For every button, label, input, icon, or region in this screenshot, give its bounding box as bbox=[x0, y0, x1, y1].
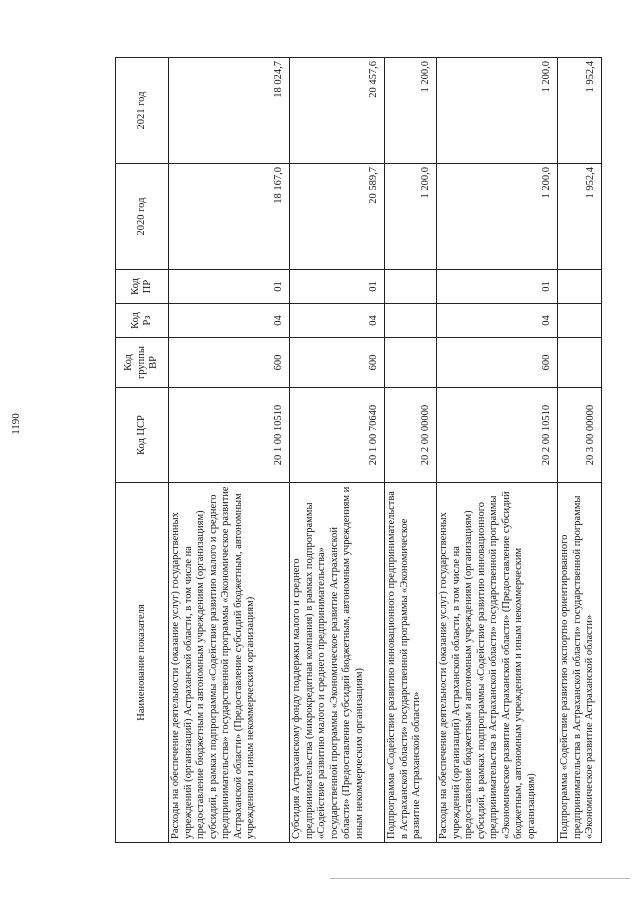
header-2020: 2020 год bbox=[116, 164, 169, 270]
table-row bbox=[169, 58, 290, 843]
row-csr: 20 2 00 10510 bbox=[437, 388, 558, 483]
scan-edge-line bbox=[330, 878, 630, 879]
row-pr bbox=[558, 270, 602, 304]
row-pr: 01 bbox=[437, 270, 558, 304]
row-2021: 20 457,6 bbox=[290, 58, 385, 164]
rotated-document bbox=[115, 58, 625, 843]
row-csr: 20 2 00 00000 bbox=[385, 388, 437, 483]
row-2021: 1 952,4 bbox=[558, 58, 602, 164]
row-vr bbox=[385, 338, 437, 388]
row-name: Подпрограмма «Содействие развитию инновационного предпринимательства в Астраханской области» государственной программы «Экономическое развитие Астраханской области» bbox=[385, 483, 437, 843]
header-pr: Код ПР bbox=[116, 270, 169, 304]
header-csr: Код ЦСР bbox=[116, 388, 169, 483]
row-2021: 18 024,7 bbox=[169, 58, 290, 164]
row-name: Подпрограмма «Содействие развитию экспортно ориентированного предпринимательства в Астраханской области» государственной программы «Экономическое развитие Астраханской области» bbox=[558, 483, 602, 843]
table-row bbox=[437, 58, 558, 843]
header-2021: 2021 год bbox=[116, 58, 169, 164]
row-name: Субсидия Астраханскому фонду поддержки малого и среднего предпринимательства (микрокредитная компания) в рамках подпрограммы «Содействие развитию малого и среднего предпринимательства» государственной программы «Экономическое развитие Астраханской области» (Предоставление субсидий бюджетным, автономным учреждениям и иным некоммерческим организациям) bbox=[290, 483, 385, 843]
row-name: Расходы на обеспечение деятельности (оказание услуг) государственных учреждений (организаций) Астраханской области, в том числе на предоставление бюджетным и автономным учреждениям (организациям) субсидий, в рамках подпрограммы «Содействие развитию малого и среднего предпринимательства» государственной программы «Экономическое развитие Астраханской области» (Предоставление субсидий бюджетным, автономным учреждениям и иным некоммерческим организациям) bbox=[169, 483, 290, 843]
row-csr: 20 1 00 10510 bbox=[169, 388, 290, 483]
table-row bbox=[290, 58, 385, 843]
header-vr: Код группы ВР bbox=[116, 338, 169, 388]
row-rz: 04 bbox=[290, 304, 385, 338]
page-number: 1190 bbox=[10, 413, 22, 435]
table-row bbox=[385, 58, 437, 843]
row-csr: 20 3 00 00000 bbox=[558, 388, 602, 483]
row-rz bbox=[385, 304, 437, 338]
row-pr: 01 bbox=[290, 270, 385, 304]
row-csr: 20 1 00 70640 bbox=[290, 388, 385, 483]
budget-table bbox=[115, 57, 602, 843]
row-2020: 18 167,0 bbox=[169, 164, 290, 270]
row-name: Расходы на обеспечение деятельности (оказание услуг) государственных учреждений (организаций) Астраханской области, в том числе на предоставление бюджетным и автономным учреждениям (организациям) субсидий, в рамках подпрограммы «Содействие развитию инновационного предпринимательства в Астраханской области» государственной программы «Экономическое развитие Астраханской области» (Предоставление субсидий бюджетным, автономным учреждениям и иным некоммерческим организациям) bbox=[437, 483, 558, 843]
table-header-row bbox=[116, 58, 169, 843]
row-vr: 600 bbox=[290, 338, 385, 388]
row-2021: 1 200,0 bbox=[385, 58, 437, 164]
row-2020: 1 200,0 bbox=[385, 164, 437, 270]
header-name: Наименование показателя bbox=[116, 483, 169, 843]
row-2020: 20 589,7 bbox=[290, 164, 385, 270]
row-rz bbox=[558, 304, 602, 338]
row-2021: 1 200,0 bbox=[437, 58, 558, 164]
row-vr: 600 bbox=[169, 338, 290, 388]
table-row bbox=[558, 58, 602, 843]
header-rz: Код Рз bbox=[116, 304, 169, 338]
row-vr bbox=[558, 338, 602, 388]
row-pr: 01 bbox=[169, 270, 290, 304]
row-2020: 1 200,0 bbox=[437, 164, 558, 270]
row-vr: 600 bbox=[437, 338, 558, 388]
row-rz: 04 bbox=[437, 304, 558, 338]
row-pr bbox=[385, 270, 437, 304]
row-rz: 04 bbox=[169, 304, 290, 338]
row-2020: 1 952,4 bbox=[558, 164, 602, 270]
